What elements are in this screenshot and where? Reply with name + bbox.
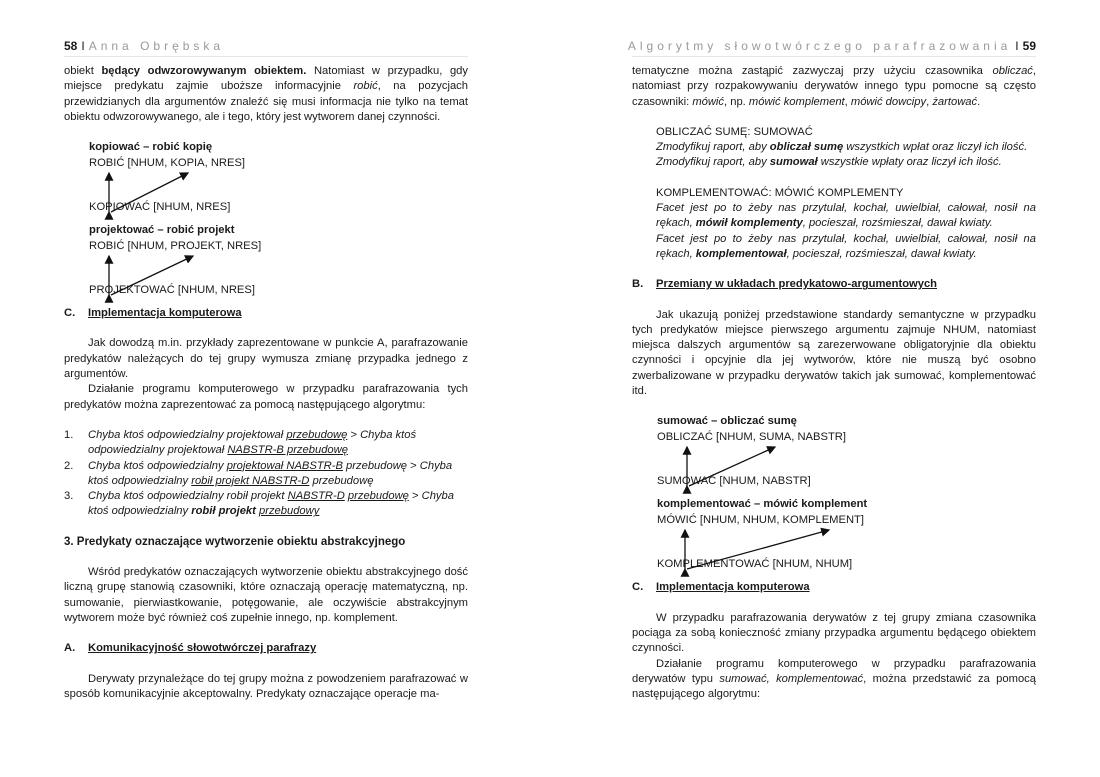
paragraph: Działanie programu komputerowego w przypadku parafrazowania tych predykatów można zaprezentować za pomocą następującego algorytmu: [64,383,468,411]
right-page [550,0,1100,777]
header-separator: I [1015,39,1019,53]
page-number: 58 [64,39,78,53]
diagram-arrows [657,497,847,577]
example-label: OBLICZAĆ SUMĘ: SUMOWAĆ [656,125,813,138]
paragraph: Jak dowodzą m.in. przykłady zaprezentowane w punkcie A, parafrazowanie predykatów należących do tej grupy wymusza zmianę przypadka jednego z argumentów. [64,337,468,381]
diagram-title: kopiować – robić kopię [89,141,213,154]
step-number: 1. [64,428,74,441]
example-label: KOMPLEMENTOWAĆ: MÓWIĆ KOMPLEMENTY [656,186,904,199]
diagram-arrows [89,140,209,220]
example-sentence: Zmodyfikuj raport, aby sumował wszystkie wpłaty oraz liczył ich ilość. [656,156,1002,169]
step-number: 2. [64,459,74,472]
diagram-line-top: OBLICZAĆ [NHUM, SUMA, NABSTR] [657,431,846,444]
diagram-title: komplementować – mówić komplement [657,498,868,511]
section-heading-c: C. Implementacja komputerowa [632,581,810,594]
header-rule [632,56,1036,57]
diagram-title: sumować – obliczać sumę [657,415,797,428]
running-title: Algorytmy słowotwórczego parafrazowania [627,39,1012,53]
example-block [656,125,1036,171]
example-block [656,186,1036,262]
example-sentence: Facet jest po to żeby nas przytulał, kochał, uwielbiał, całował, nosił na rękach, mówił komplementy, pocieszał, rozśmieszał, dawał kwiaty. [656,202,1036,230]
diagram-projektowac [89,223,468,297]
page-number: 59 [1022,39,1036,53]
diagram-line-bottom: PROJEKTOWAĆ [NHUM, NRES] [89,284,255,297]
algorithm-step: 1. Chyba ktoś odpowiedzialny projektował przebudowę > Chyba ktoś odpowiedzialny projektował NABSTR-B przebudowę [64,428,417,457]
diagram-line-bottom: KOMPLEMENTOWAĆ [NHUM, NHUM] [657,558,853,571]
diagram-line-bottom: SUMOWAĆ [NHUM, NABSTR] [657,475,811,488]
right-column [632,64,1036,702]
paragraph: Działanie programu komputerowego w przypadku parafrazowania derywatów typu sumować, komplementować, można przedstawić za pomocą następującego algorytmu: [632,657,1036,701]
example-sentence: Facet jest po to żeby nas przytulał, kochał, uwielbiał, całował, nosił na rękach, komplementował, pocieszał, rozśmieszał, dawał kwiaty. [656,232,1036,260]
diagram-sumowac [657,414,1036,488]
author-name: Anna Obrębska [88,39,225,53]
left-column [64,64,468,702]
diagram-line-top: MÓWIĆ [NHUM, NHUM, KOMPLEMENT] [657,514,864,527]
diagram-arrows [657,414,797,494]
section-heading-a: A. Komunikacyjność słowotwórczej parafrazy [64,642,317,655]
algorithm-step: 3. Chyba ktoś odpowiedzialny robił projekt NABSTR-D przebudowę > Chyba ktoś odpowiedzialny robił projekt przebudowy [64,490,454,518]
algorithm-step: 2. Chyba ktoś odpowiedzialny projektował NABSTR-B przebudowę > Chyba ktoś odpowiedzialny robił projekt NABSTR-D przebudowę [64,459,453,487]
example-sentence: Zmodyfikuj raport, aby obliczał sumę wszystkich wpłat oraz liczył ich ilość. [656,141,1028,154]
diagram-line-top: ROBIĆ [NHUM, PROJEKT, NRES] [89,240,262,253]
paragraph: Derywaty przynależące do tej grupy można z powodzeniem parafrazować w sposób komunikacyjnie akceptowalny. Predykaty oznaczające operacje ma- [64,672,468,700]
section-heading-c: C. Implementacja komputerowa [64,307,242,320]
header-separator: I [81,39,85,53]
diagram-title: projektować – robić projekt [89,224,235,237]
header-rule [64,56,468,57]
paragraph: Wśród predykatów oznaczających wytworzenie obiektu abstrakcyjnego dość liczną grupę stanowią czasowniki, które oznaczają operację matematyczną, np. sumowanie, pierwiastkowanie, potęgowanie, ale oczywiście abstrakcyjnym wytworem może być również coś zupełnie innego, np. komplement. [64,566,468,624]
paragraph: Jak ukazują poniżej przedstawione standardy semantyczne w przypadku tych predykatów miejsce pierwszego argumentu zajmuje NHUM, natomiast miejsca dalszych argumentów są zarezerwowane obligatoryjnie dla obiektu czynności i opcyjnie dla jej wytworów, które nie muszą być osobno zwerbalizowane w przypadku derywatów takich jak sumować, komplementować itd. [632,308,1036,398]
paragraph: W przypadku parafrazowania derywatów z tej grupy zmiana czasownika pociąga za sobą konieczność zmiany przypadka argumentu będącego obiektem czynności. [632,611,1036,655]
left-header [64,39,224,53]
diagram-line-bottom: KOPIOWAĆ [NHUM, NRES] [89,201,231,214]
diagram-kopiowac [89,140,468,214]
diagram-arrows [89,223,229,303]
paragraph: obiekt będący odwzorowywanym obiektem. Natomiast w przypadku, gdy miejsce predykatu zajmie uboższe informacyjnie robić, na pozycjach przewidzianych dla argumentów znaleźć się musi informacja nie tylko na temat obiektu odwzorowywanego, ale i tego, który jest wytworem danej czynności. [64,65,468,123]
algorithm-list [64,428,468,520]
diagram-komplementowac [657,497,1036,571]
right-header [628,39,1036,53]
paragraph: tematyczne można zastąpić zazwyczaj przy użyciu czasownika obliczać, natomiast przy rozpakowywaniu derywatów innego typu pomocne są często czasowniki: mówić, np. mówić komplement, mówić dowcipy, żartować. [632,65,1036,108]
chapter-heading: 3. Predykaty oznaczające wytworzenie obiektu abstrakcyjnego [64,535,406,548]
section-heading-b: B. Przemiany w układach predykatowo-argumentowych [632,278,938,291]
step-number: 3. [64,490,74,503]
diagram-line-top: ROBIĆ [NHUM, KOPIA, NRES] [89,157,246,170]
